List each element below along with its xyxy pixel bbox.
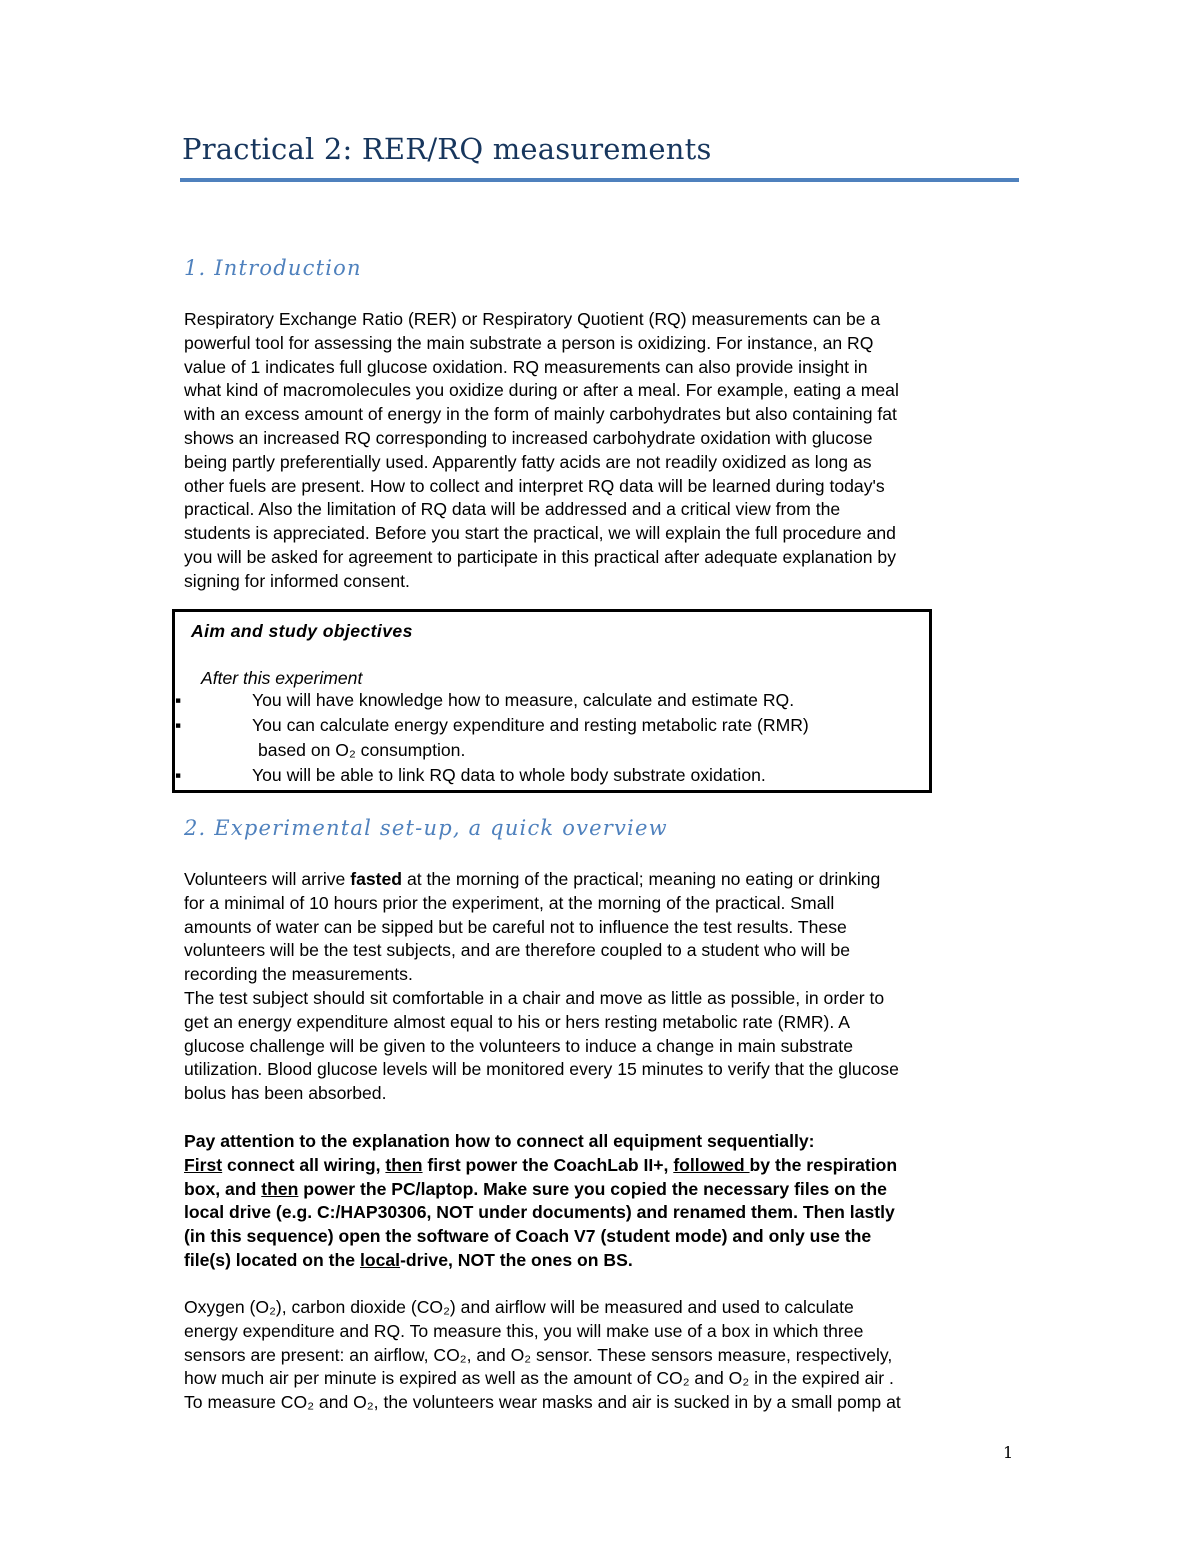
text-run: -drive, NOT the ones on BS. [400,1249,633,1270]
text-line: for a minimal of 10 hours prior the experiment, at the morning of the practical. Small [184,892,835,913]
text-line: with an excess amount of energy in the form of mainly carbohydrates but also containing fat [184,404,897,425]
underlined-word: First [184,1154,223,1175]
underlined-word: then [385,1154,423,1175]
text-line: signing for informed consent. [184,570,410,591]
underlined-word: local [359,1249,401,1270]
objectives-heading: Aim and study objectives [191,621,413,641]
page-number: 1 [1003,1443,1014,1462]
objective-text: You can calculate energy expenditure and resting metabolic rate (RMR) [252,715,809,735]
text-line: amounts of water can be sipped but be careful not to influence the test results. These [184,916,847,937]
text-line: other fuels are present. How to collect and interpret RQ data will be learned during today's [184,475,885,496]
emphasis-fasted: fasted [350,869,403,889]
text-line: get an energy expenditure almost equal to his or hers resting metabolic rate (RMR). A [184,1011,850,1032]
title-underline [180,178,1019,182]
text-line: Oxygen (O₂), carbon dioxide (CO₂) and airflow will be measured and used to calculate [184,1297,854,1317]
text-run: power the PC/laptop. Make sure you copied the necessary files on the [298,1178,887,1199]
text-line: glucose challenge will be given to the volunteers to induce a change in main substrate [184,1035,853,1056]
text-line: you will be asked for agreement to participate in this practical after adequate explanation by [184,546,896,567]
objective-text: You will be able to link RQ data to whole body substrate oxidation. [252,765,766,785]
text-line: shows an increased RQ corresponding to increased carbohydrate oxidation with glucose [184,427,873,448]
bullet-icon: ▪ [175,690,182,710]
text-line: local drive (e.g. C:/HAP30306, NOT under documents) and renamed them. Then lastly [184,1202,895,1223]
text-run: first power the CoachLab II+, [422,1154,674,1175]
underlined-word: followed [673,1154,750,1175]
objective-text: based on O₂ consumption. [258,740,466,760]
text-line: recording the measurements. [184,964,413,985]
bullet-icon: ▪ [175,765,182,785]
text-run: at the morning of the practical; meaning no eating or drinking [402,869,881,889]
text-line: bolus has been absorbed. [184,1083,387,1104]
text-line: how much air per minute is expired as well as the amount of CO₂ and O₂ in the expired air . [184,1368,894,1389]
setup-paragraph [184,868,1020,1106]
text-line: what kind of macromolecules you oxidize during or after a meal. For example, eating a meal [184,380,899,401]
attention-paragraph [184,1130,1020,1273]
text-line: Pay attention to the explanation how to connect all equipment sequentially: [184,1131,815,1151]
text-line: volunteers will be the test subjects, and are therefore coupled to a student who will be [184,940,851,961]
bullet-icon: ▪ [175,715,182,735]
text-line: The test subject should sit comfortable in a chair and move as little as possible, in order to [184,987,885,1008]
underlined-word: then [261,1178,299,1199]
text-line: utilization. Blood glucose levels will be monitored every 15 minutes to verify that the glucose [184,1059,899,1080]
text-run: file(s) located on the [184,1249,360,1270]
text-line: (in this sequence) open the software of Coach V7 (student mode) and only use the [184,1226,872,1247]
objective-text: You will have knowledge how to measure, calculate and estimate RQ. [252,690,795,710]
document-title: Practical 2: RER/RQ measurements [182,132,712,166]
text-line: powerful tool for assessing the main substrate a person is oxidizing. For instance, an RQ [184,332,874,353]
section-heading-experimental-setup: 2. Experimental set-up, a quick overview [184,816,668,840]
text-line: To measure CO₂ and O₂, the volunteers wear masks and air is sucked in by a small pomp at [184,1392,901,1413]
objectives-intro: After this experiment [201,668,363,688]
text-line: practical. Also the limitation of RQ data will be addressed and a critical view from the [184,499,841,520]
text-line: sensors are present: an airflow, CO₂, and O₂ sensor. These sensors measure, respectively, [184,1344,893,1365]
text-line [184,1178,1020,1202]
introduction-paragraph [184,308,1020,594]
text-line: being partly preferentially used. Apparently fatty acids are not readily oxidized as long as [184,451,872,472]
text-line: Respiratory Exchange Ratio (RER) or Respiratory Quotient (RQ) measurements can be a [184,309,881,329]
text-line: energy expenditure and RQ. To measure this, you will make use of a box in which three [184,1320,864,1341]
text-run: Volunteers will arrive [184,869,351,889]
text-run: by the respiration [749,1154,898,1175]
text-line [184,1249,1020,1273]
text-line [184,868,1020,892]
section-heading-introduction: 1. Introduction [184,256,362,280]
text-line: value of 1 indicates full glucose oxidation. RQ measurements can also provide insight in [184,356,868,377]
sensors-paragraph [184,1296,1020,1415]
text-line [184,1154,1020,1178]
text-line: students is appreciated. Before you start the practical, we will explain the full procedure and [184,523,896,544]
text-run: connect all wiring, [222,1154,386,1175]
objectives-box [172,609,932,793]
text-run: box, and [184,1178,262,1199]
